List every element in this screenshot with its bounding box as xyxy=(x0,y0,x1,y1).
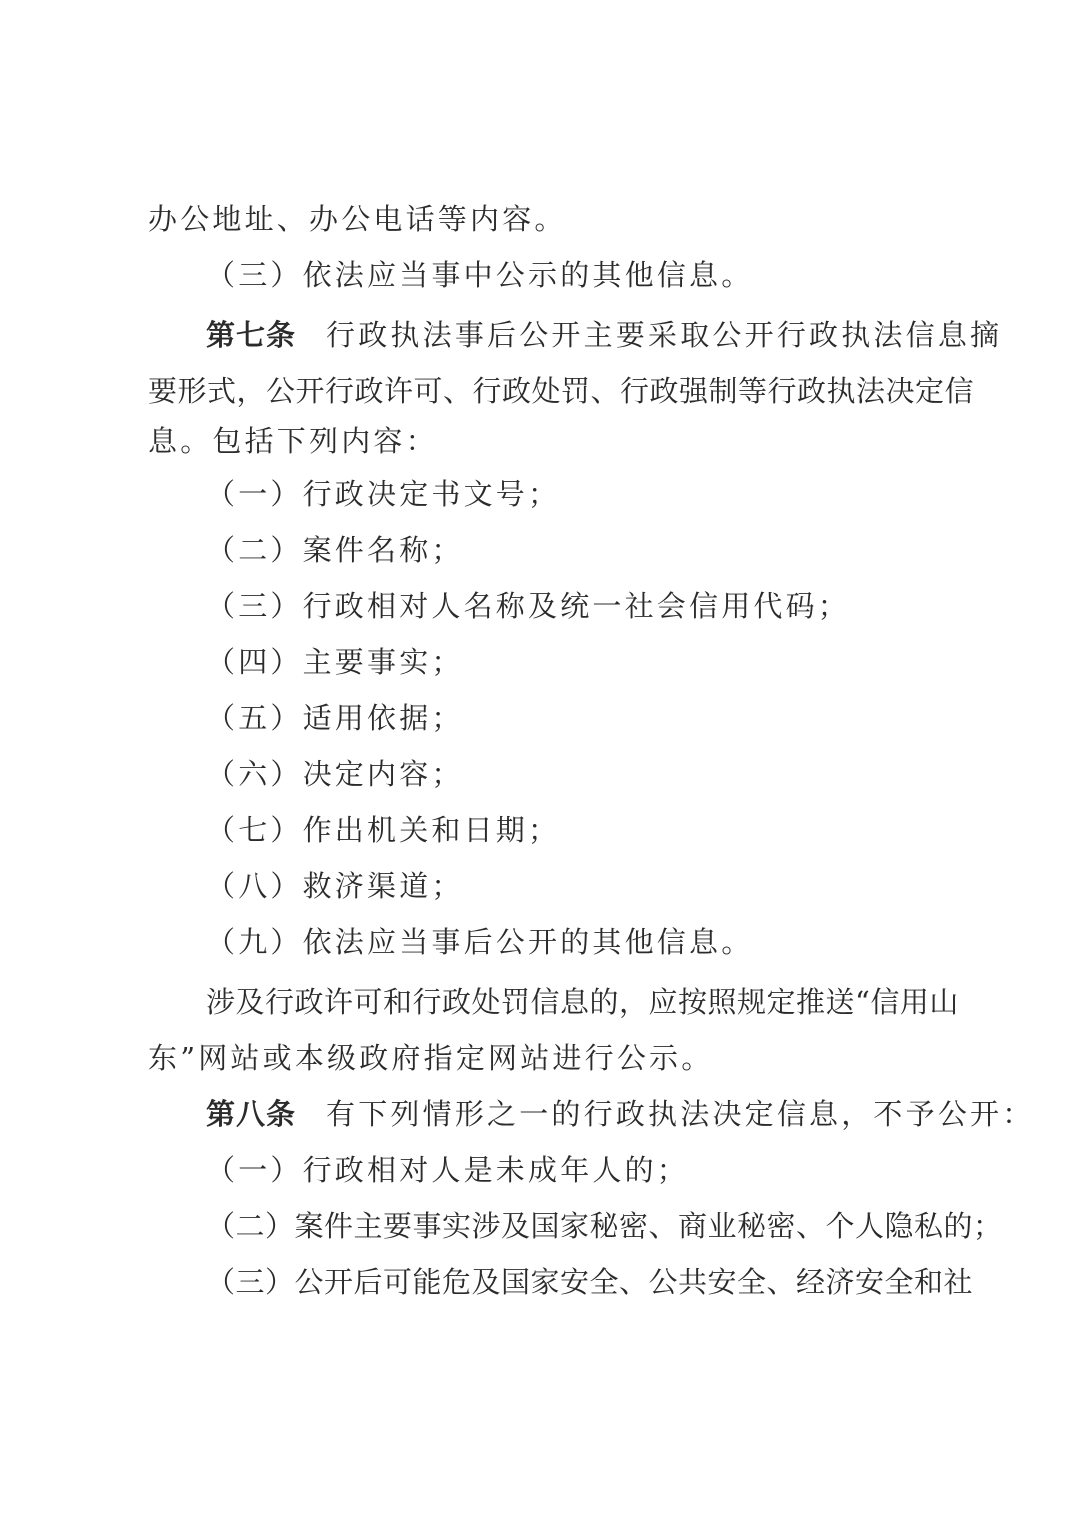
line-text: 办公地址、办公电话等内容。 xyxy=(148,202,567,236)
article-8-first-line xyxy=(206,1094,1035,1134)
list-item xyxy=(206,698,948,738)
text-line xyxy=(206,982,959,1022)
line-text: （七）作出机关和日期； xyxy=(206,813,561,847)
line-text: （九）依法应当事后公开的其他信息。 xyxy=(206,925,754,959)
line-text: （四）主要事实； xyxy=(206,645,464,679)
article-7-heading: 第七条 xyxy=(206,318,297,352)
line-text: （二）案件主要事实涉及国家秘密、商业秘密、个人隐私的； xyxy=(206,1209,1003,1243)
line-text: （三）依法应当事中公示的其他信息。 xyxy=(206,258,754,292)
article-7-first-line xyxy=(206,315,1003,355)
line-text: 息。包括下列内容： xyxy=(148,424,438,458)
list-item xyxy=(206,810,948,850)
line-text: （一）行政相对人是未成年人的； xyxy=(206,1153,690,1187)
line-text: 有下列情形之一的行政执法决定信息，不予公开： xyxy=(326,1097,1035,1131)
list-item xyxy=(206,474,948,514)
list-item xyxy=(206,866,948,906)
line-text: 行政执法事后公开主要采取公开行政执法信息摘 xyxy=(326,318,1003,352)
list-item xyxy=(206,530,948,570)
list-item xyxy=(206,922,948,962)
line-text: （三）行政相对人名称及统一社会信用代码； xyxy=(206,589,851,623)
list-item xyxy=(206,642,948,682)
list-item xyxy=(206,754,948,794)
line-text: 东”网站或本级政府指定网站进行公示。 xyxy=(148,1041,714,1075)
line-text: （八）救济渠道； xyxy=(206,869,464,903)
article-8-heading: 第八条 xyxy=(206,1097,297,1131)
line-text: （一）行政决定书文号； xyxy=(206,477,561,511)
text-line xyxy=(206,255,948,295)
text-line xyxy=(148,199,948,239)
list-item xyxy=(206,586,948,626)
line-text: （二）案件名称； xyxy=(206,533,464,567)
line-text: 要形式，公开行政许可、行政处罚、行政强制等行政执法决定信 xyxy=(148,374,975,408)
text-line xyxy=(148,421,948,461)
list-item xyxy=(206,1150,948,1190)
line-text: （六）决定内容； xyxy=(206,757,464,791)
line-text: （五）适用依据； xyxy=(206,701,464,735)
list-item xyxy=(206,1262,974,1302)
list-item xyxy=(206,1206,1003,1246)
line-text: 涉及行政许可和行政处罚信息的，应按照规定推送“信用山 xyxy=(206,985,959,1019)
text-line xyxy=(148,371,975,411)
line-text: （三）公开后可能危及国家安全、公共安全、经济安全和社 xyxy=(206,1265,974,1299)
text-line xyxy=(148,1038,948,1078)
